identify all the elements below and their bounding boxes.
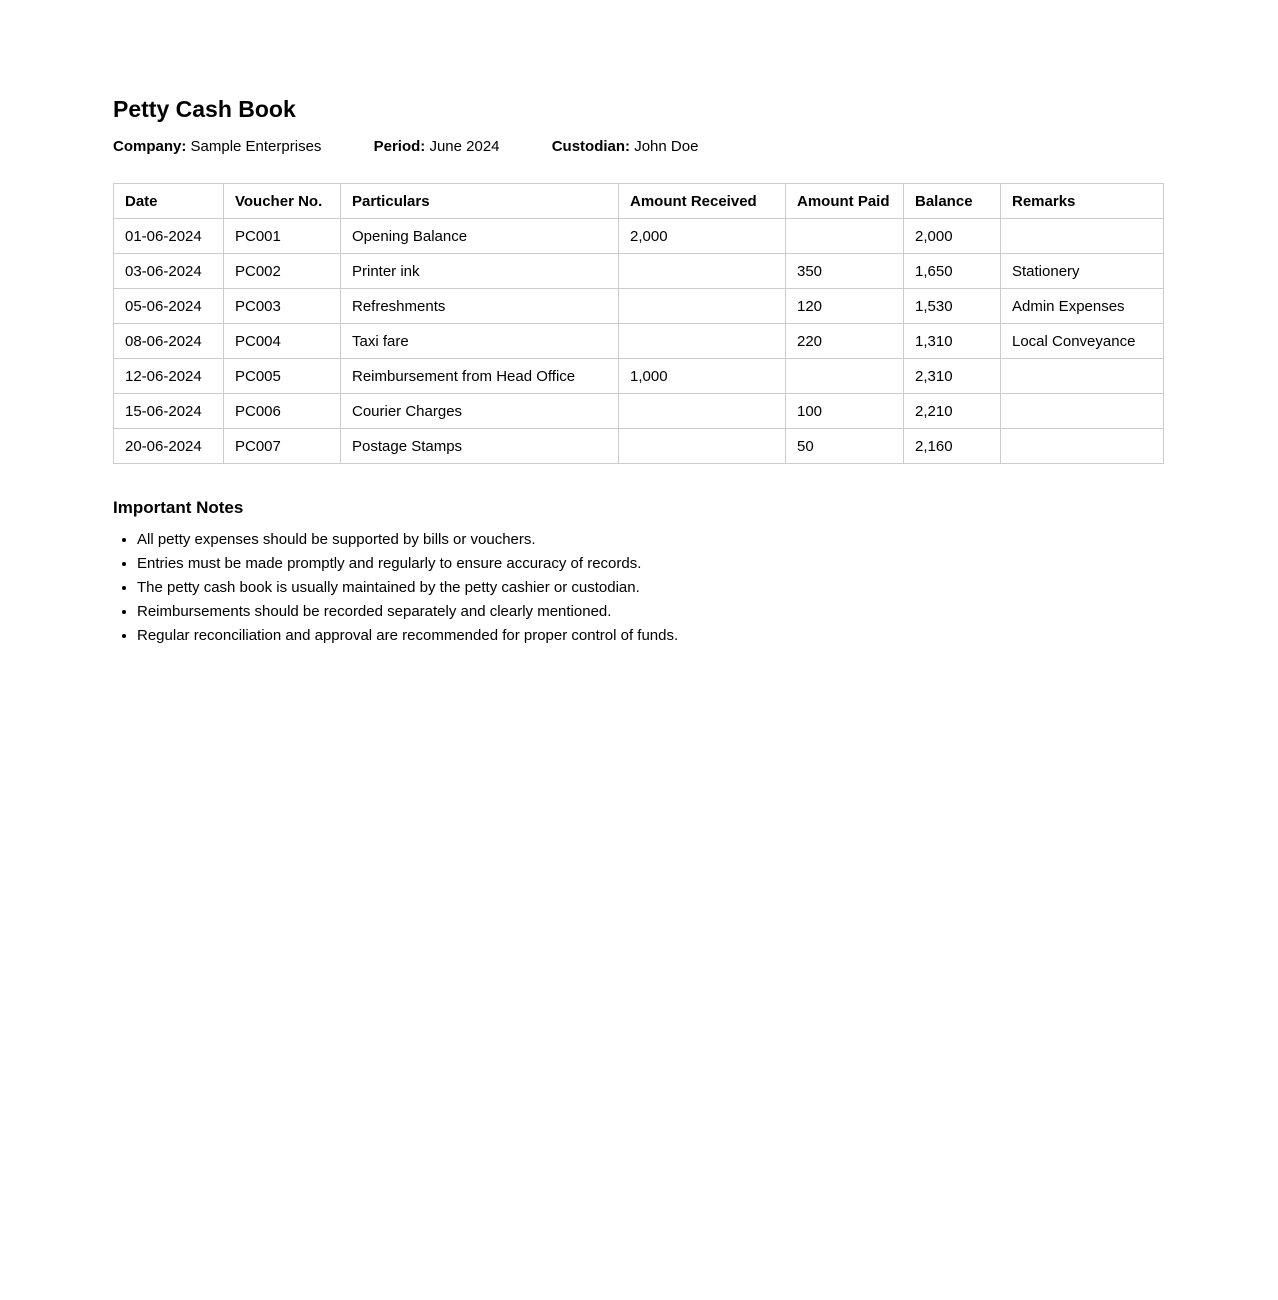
amount-received-cell [619, 394, 786, 429]
remarks-cell [1001, 219, 1164, 254]
date-cell: 08-06-2024 [114, 324, 224, 359]
period-label: Period: [373, 138, 426, 156]
date-cell: 20-06-2024 [114, 429, 224, 464]
table-row [114, 219, 1164, 254]
date-cell: 05-06-2024 [114, 289, 224, 324]
balance-cell: 2,000 [904, 219, 1001, 254]
particulars-cell: Reimbursement from Head Office [341, 359, 619, 394]
table-row [114, 289, 1164, 324]
voucher-cell: PC007 [224, 429, 341, 464]
column-header-voucher-no: Voucher No. [224, 184, 341, 219]
date-cell: 01-06-2024 [114, 219, 224, 254]
column-header-date: Date [114, 184, 224, 219]
remarks-cell [1001, 359, 1164, 394]
notes-heading: Important Notes [113, 498, 244, 518]
remarks-cell: Local Conveyance [1001, 324, 1164, 359]
date-cell: 03-06-2024 [114, 254, 224, 289]
voucher-cell: PC002 [224, 254, 341, 289]
date-cell: 15-06-2024 [114, 394, 224, 429]
remarks-cell: Stationery [1001, 254, 1164, 289]
column-header-balance: Balance [904, 184, 1001, 219]
column-header-particulars: Particulars [341, 184, 619, 219]
amount-received-cell [619, 289, 786, 324]
petty-cash-book-document [113, 97, 1163, 643]
note-item: • The petty cash book is usually maintained by the petty cashier or custodian. [137, 580, 1163, 595]
company-label: Company: [113, 138, 187, 156]
voucher-cell: PC005 [224, 359, 341, 394]
remarks-cell: Admin Expenses [1001, 289, 1164, 324]
table-row [114, 324, 1164, 359]
column-header-amount-paid: Amount Paid [786, 184, 904, 219]
amount-paid-cell: 350 [786, 254, 904, 289]
particulars-cell: Refreshments [341, 289, 619, 324]
amount-paid-cell [786, 219, 904, 254]
balance-cell: 1,650 [904, 254, 1001, 289]
table-header-row [114, 184, 1164, 219]
table-row [114, 254, 1164, 289]
amount-paid-cell: 100 [786, 394, 904, 429]
table-row [114, 429, 1164, 464]
note-item: • Reimbursements should be recorded separately and clearly mentioned. [137, 604, 1163, 619]
amount-received-cell [619, 254, 786, 289]
table-row [114, 394, 1164, 429]
notes-list [113, 532, 1163, 643]
balance-cell: 1,310 [904, 324, 1001, 359]
particulars-cell: Opening Balance [341, 219, 619, 254]
amount-paid-cell: 220 [786, 324, 904, 359]
company-value: Sample Enterprises [190, 138, 322, 156]
note-item: • All petty expenses should be supported by bills or vouchers. [137, 532, 1163, 547]
custodian-label: Custodian: [551, 138, 631, 156]
table-row [114, 359, 1164, 394]
amount-received-cell: 1,000 [619, 359, 786, 394]
document-meta [113, 138, 1163, 156]
meta-period [374, 138, 500, 156]
column-header-remarks: Remarks [1001, 184, 1164, 219]
particulars-cell: Postage Stamps [341, 429, 619, 464]
amount-paid-cell [786, 359, 904, 394]
balance-cell: 2,160 [904, 429, 1001, 464]
period-value: June 2024 [429, 138, 500, 156]
voucher-cell: PC006 [224, 394, 341, 429]
note-item: • Entries must be made promptly and regularly to ensure accuracy of records. [137, 556, 1163, 571]
balance-cell: 1,530 [904, 289, 1001, 324]
balance-cell: 2,210 [904, 394, 1001, 429]
amount-paid-cell: 120 [786, 289, 904, 324]
amount-received-cell: 2,000 [619, 219, 786, 254]
meta-custodian [552, 138, 699, 156]
voucher-cell: PC001 [224, 219, 341, 254]
amount-paid-cell: 50 [786, 429, 904, 464]
petty-cash-table [113, 183, 1164, 464]
note-item: • Regular reconciliation and approval are recommended for proper control of funds. [137, 628, 1163, 643]
column-header-amount-received: Amount Received [619, 184, 786, 219]
particulars-cell: Courier Charges [341, 394, 619, 429]
particulars-cell: Printer ink [341, 254, 619, 289]
remarks-cell [1001, 429, 1164, 464]
custodian-value: John Doe [634, 138, 699, 156]
voucher-cell: PC003 [224, 289, 341, 324]
remarks-cell [1001, 394, 1164, 429]
voucher-cell: PC004 [224, 324, 341, 359]
amount-received-cell [619, 429, 786, 464]
balance-cell: 2,310 [904, 359, 1001, 394]
amount-received-cell [619, 324, 786, 359]
page-title: Petty Cash Book [113, 96, 296, 122]
date-cell: 12-06-2024 [114, 359, 224, 394]
meta-company [113, 138, 321, 156]
particulars-cell: Taxi fare [341, 324, 619, 359]
